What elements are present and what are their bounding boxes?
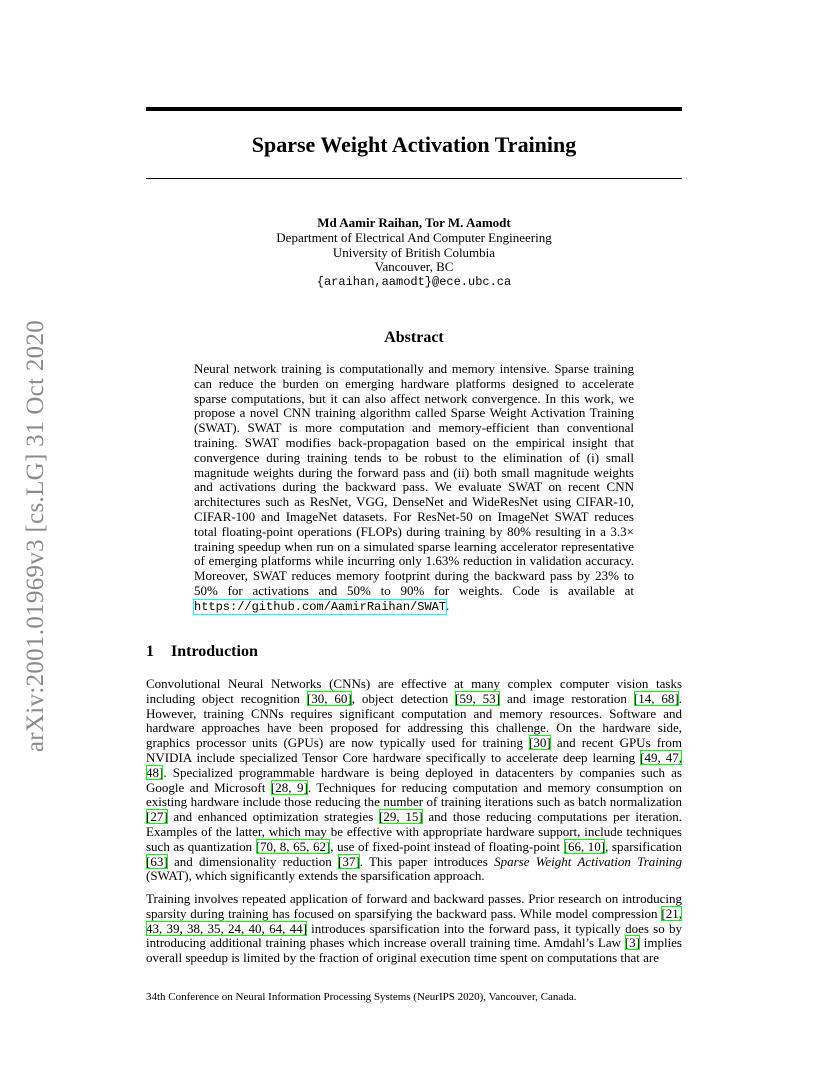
citation-link[interactable]: [30]	[529, 735, 551, 751]
text-run: (SWAT), which significantly extends the sparsification approach.	[146, 868, 485, 884]
citation-link[interactable]: [70, 8, 65, 62]	[255, 838, 331, 854]
text-run: implies overall speedup is limited by the fraction of original execution time spent on computations that are	[146, 935, 682, 966]
citation-link[interactable]: [28, 9]	[270, 779, 308, 795]
text-run: , sparsification	[605, 838, 682, 854]
text-run: and recent GPUs from NVIDIA include specialized Tensor Core hardware specifically to accelerate deep learning	[146, 735, 683, 765]
author-block	[146, 216, 682, 290]
citation-link[interactable]: [63]	[146, 853, 168, 869]
text-run: Training involves repeated application of forward and backward passes. Prior research on introducing sparsity during training has focused on sparsifying the backward pass. While model compression	[146, 891, 682, 921]
intro-paragraph-2	[146, 892, 682, 966]
author-department: Department of Electrical And Computer Engineering	[276, 229, 552, 245]
citation-link[interactable]: [30, 60]	[306, 690, 352, 706]
code-link[interactable]: https://github.com/AamirRaihan/SWAT	[194, 599, 447, 614]
citation-link[interactable]: [3]	[624, 935, 640, 951]
author-university: University of British Columbia	[332, 244, 496, 260]
citation-link[interactable]: [59, 53]	[455, 690, 501, 706]
text-run: . This paper introduces	[359, 853, 495, 869]
text-run: and dimensionality reduction	[167, 853, 339, 869]
author-names: Md Aamir Raihan, Tor M. Aamodt	[317, 215, 511, 230]
section-heading	[146, 643, 258, 661]
text-run: and enhanced optimization strategies	[167, 809, 380, 825]
abstract-text: Neural network training is computationally and memory intensive. Sparse training can reduce the burden on emerging hardware platforms designed to accelerate sparse computations, but it can also affect network convergence. In this work, we propose a novel CNN training algorithm called Sparse Weight Activation Training (SWAT). SWAT is more computation and memory-efficient than conventional training. SWAT modifies back-propagation based on the empirical insight that convergence during training tends to be robust to the elimination of (i) small magnitude weights during the forward pass and (ii) both small magnitude weights and activations during the backward pass. We evaluate SWAT on recent CNN architectures such as ResNet, VGG, DenseNet and WideResNet using CIFAR-10, CIFAR-100 and ImageNet datasets. For ResNet-50 on ImageNet SWAT reduces total floating-point operations (FLOPs) during training by 80% resulting in a 3.3× training speedup when run on a simulated sparse learning accelerator representative of emerging platforms while incurring only 1.63% reduction in validation accuracy. Moreover, SWAT reduces memory footprint during the backward pass by 23% to 50% for activations and 50% to 90% for weights. Code is available at	[194, 361, 634, 598]
text-run: , use of fixed-point instead of floating-point	[330, 838, 564, 854]
emphasized-term: Sparse Weight Activation Training	[494, 853, 682, 869]
text-run: and those reducing computations per iteration. Examples of the latter, which may be effective with appropriate hardware support, include techniques such as quantization	[146, 809, 682, 854]
text-run: . However, training CNNs requires significant computation and memory resources. Software and hardware approaches have been proposed for addressing this challenge. On the hardware side, graphics processor units (GPUs) are now typically used for training	[146, 690, 682, 751]
paper-title: Sparse Weight Activation Training	[251, 132, 577, 157]
intro-paragraph-1	[146, 677, 682, 884]
text-run: and image restoration	[500, 690, 634, 706]
title-top-rule	[146, 107, 682, 111]
author-city: Vancouver, BC	[374, 259, 454, 275]
citation-link[interactable]: [29, 15]	[379, 809, 423, 825]
citation-link[interactable]: [21, 43, 39, 38, 35, 24, 40, 64, 44]	[146, 905, 682, 936]
text-run: Convolutional Neural Networks (CNNs) are effective at many complex computer vision tasks including object recognition	[146, 676, 682, 706]
abstract-end: .	[446, 597, 450, 613]
abstract-body	[194, 362, 634, 615]
citation-link[interactable]: [37]	[338, 853, 360, 869]
text-run: . Techniques for reducing computation and memory consumption on existing hardware include those reducing the number of training iterations such as batch normalization	[146, 779, 682, 810]
text-run: . Specialized programmable hardware is being deployed in datacenters by companies such as Google and Microsoft	[146, 764, 682, 795]
text-run: , object detection	[351, 690, 456, 706]
section-number: 1	[146, 643, 154, 660]
citation-link[interactable]: [49, 47, 48]	[146, 749, 682, 780]
abstract-heading: Abstract	[384, 329, 444, 346]
citation-link[interactable]: [27]	[146, 809, 168, 825]
section-title: Introduction	[171, 643, 258, 660]
citation-link[interactable]: [66, 10]	[563, 838, 606, 854]
text-run: introduces sparsification into the forward pass, it typically does so by introducing additional training phases which increase overall training time. Amdahl’s Law	[146, 920, 682, 951]
conference-footer: 34th Conference on Neural Information Processing Systems (NeurIPS 2020), Vancouver, Canada.	[146, 991, 577, 1003]
arxiv-identifier: arXiv:2001.01969v3 [cs.LG] 31 Oct 2020	[22, 319, 49, 753]
title-bottom-rule	[146, 178, 682, 179]
citation-link[interactable]: [14, 68]	[633, 690, 679, 706]
author-email: {araihan,aamodt}@ece.ubc.ca	[316, 275, 512, 290]
